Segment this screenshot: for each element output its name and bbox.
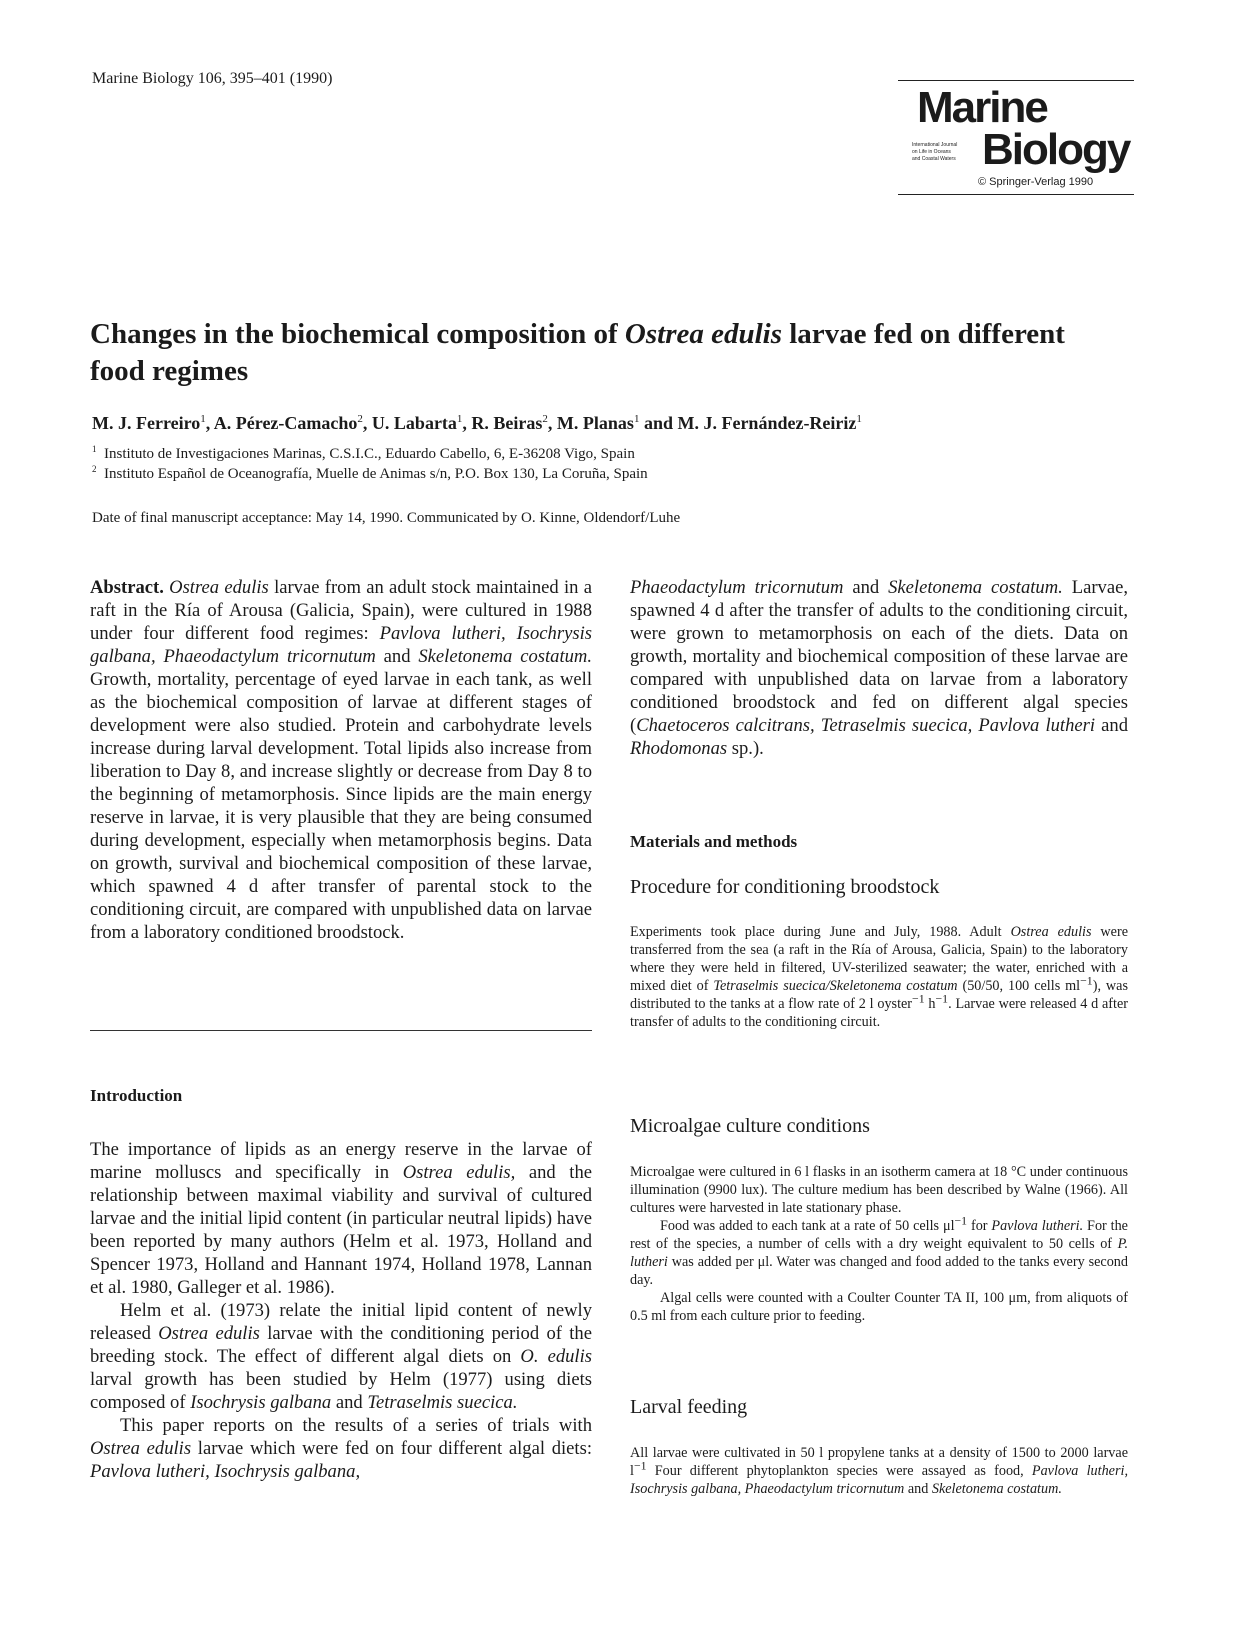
species-name: Pavlova lutheri, Isochrysis galbana, Phaeodactylum tricornutum bbox=[630, 1463, 1128, 1497]
logo-word-marine: Marine bbox=[917, 83, 1047, 132]
species-name: Ostrea edulis, bbox=[402, 1162, 516, 1183]
abstract-text: larvae from an adult stock maintained in a raft in the Ría of Arousa (Galicia, Spain), were cultured in 1988 under four different food regimes: bbox=[90, 577, 592, 644]
body-text: sp.). bbox=[727, 738, 764, 759]
superscript: −1 bbox=[633, 1458, 647, 1473]
microalgae-paragraph bbox=[630, 1163, 1128, 1325]
body-text: For the rest of the species, a number of cells with a dry weight equivalent to 50 cells of bbox=[630, 1218, 1128, 1252]
introduction-continued bbox=[630, 576, 1128, 760]
journal-logo bbox=[898, 80, 1134, 196]
abstract-divider bbox=[90, 1030, 592, 1031]
species-name: Tetraselmis suecica/Skeletonema costatum bbox=[713, 978, 958, 994]
author-list: M. J. Ferreiro$^1$, A. Pérez-Camacho$^2$, U. Labarta$^1$, R. Beiras$^2$, M. Planas$^1$ and M. J. Fernández-Reiriz$^1$ bbox=[92, 413, 862, 433]
author: R. Beiras bbox=[471, 413, 543, 433]
body-text: and the relationship between maximal viability and survival of cultured larvae and the initial lipid content (in particular neutral lipids) have been reported by many authors (Helm et al. 1973, Holland and Spencer 1973, Holland and Hannant 1974, Holland 1978, Lannan et al. 1980, Galleger et al. 1986). bbox=[90, 1162, 593, 1298]
larval-feeding-paragraph bbox=[630, 1444, 1128, 1498]
author: U. Labarta bbox=[371, 413, 457, 433]
species-name: Ostrea edulis bbox=[169, 577, 269, 598]
body-text: Larvae, spawned 4 d after the transfer of adults to the conditioning circuit, were grown to metamorphosis on each of the diets. Data on growth, mortality and biochemical composition of these larvae are compared with unpublished data on larvae from a laboratory conditioned broodstock and fed on different algal species ( bbox=[630, 577, 1128, 736]
body-text: for bbox=[967, 1218, 992, 1234]
abstract-text: and bbox=[375, 646, 419, 667]
title-text: larvae fed on different food regimes bbox=[90, 318, 1065, 387]
author: A. Pérez-Camacho bbox=[213, 413, 358, 433]
affiliation bbox=[92, 446, 635, 463]
author: M. J. Fernández-Reiriz bbox=[677, 413, 857, 433]
logo-subtitle-line: International Journal bbox=[912, 142, 958, 148]
journal-reference: Marine Biology 106, 395–401 (1990) bbox=[92, 70, 333, 87]
body-text: Food was added to each tank at a rate of 50 cells μl bbox=[660, 1218, 955, 1234]
species-name: P. lutheri bbox=[630, 1236, 1128, 1270]
body-text: Four different phytoplankton species were assayed as food, bbox=[646, 1463, 1032, 1479]
abstract-label: Abstract. bbox=[90, 577, 164, 598]
species-name: Pavlova lutheri, Isochrysis galbana, bbox=[90, 1461, 361, 1482]
body-text: ), was distributed to the tanks at a flow rate of 2 l oyster bbox=[630, 978, 1128, 1012]
species-name: Skeletonema costatum. bbox=[888, 577, 1063, 598]
species-name: Rhodomonas bbox=[630, 738, 728, 759]
species-name: Skeletonema costatum. bbox=[418, 646, 592, 667]
species-name: Ostrea edulis bbox=[1010, 924, 1092, 940]
body-text: larvae with the conditioning period of the breeding stock. The effect of different algal diets on bbox=[90, 1323, 592, 1367]
conditioning-paragraph bbox=[630, 923, 1128, 1031]
body-text: (50/50, 100 cells ml bbox=[957, 978, 1081, 994]
abstract-text: Growth, mortality, percentage of eyed larvae in each tank, as well as the biochemical composition of larvae at different stages of development were also studied. Protein and carbohydrate levels increase during larval development. Total lipids also increase from liberation to Day 8, and increase slightly or decrease from Day 8 to the beginning of metamorphosis. Since lipids are the main energy reserve in larvae, it is very plausible that they are being consumed during development, especially when metamorphosis begins. Data on growth, survival and biochemical composition of these larvae, which spawned 4 d after transfer of parental stock to the conditioning circuit, are compared with unpublished data on larvae from a laboratory conditioned broodstock. bbox=[90, 669, 592, 943]
body-text: larvae which were fed on four different algal diets: bbox=[191, 1438, 592, 1459]
body-text: were transferred from the sea (a raft in the Ría of Arousa, Galicia, Spain) to the laboratory where they were held in filtered, UV-sterilized seawater; the water, enriched with a mixed diet of bbox=[630, 924, 1128, 994]
species-name: Pavlova lutheri, Isochrysis galbana, Phaeodactylum tricornutum bbox=[90, 623, 592, 667]
body-text: and bbox=[1095, 715, 1129, 736]
logo-copyright: © Springer-Verlag 1990 bbox=[978, 176, 1094, 188]
species-name: Skeletonema costatum. bbox=[931, 1481, 1062, 1497]
body-text: Algal cells were counted with a Coulter Counter TA II, 100 μm, from aliquots of 0.5 ml from each culture prior to feeding. bbox=[630, 1290, 1128, 1324]
title-species: Ostrea edulis bbox=[624, 318, 782, 350]
subsection-heading: Microalgae culture conditions bbox=[630, 1115, 870, 1137]
superscript: −1 bbox=[935, 991, 949, 1006]
logo-subtitle-line: on Life in Oceans bbox=[912, 149, 951, 155]
species-name: Ostrea edulis bbox=[158, 1323, 260, 1344]
body-text: Microalgae were cultured in 6 l flasks in an isotherm camera at 18 °C under continuous illumination (9900 lux). The culture medium has been described by Walne (1966). All cultures were harvested in late stationary phase. bbox=[630, 1164, 1128, 1216]
logo-word-biology: Biology bbox=[982, 125, 1130, 174]
author-affiliation-mark: 1 bbox=[456, 413, 463, 425]
body-text: larval growth has been studied by Helm (1977) using diets composed of bbox=[90, 1369, 592, 1413]
body-text: Experiments took place during June and July, 1988. Adult bbox=[630, 924, 1011, 940]
body-text: and bbox=[331, 1392, 368, 1413]
logo-bottom-rule bbox=[898, 194, 1134, 195]
article-title bbox=[90, 316, 1090, 390]
author-affiliation-mark: 2 bbox=[542, 413, 548, 425]
author-affiliation-mark: 1 bbox=[633, 413, 640, 425]
body-text: All larvae were cultivated in 50 l propylene tanks at a density of 1500 to 2000 larvae l bbox=[630, 1445, 1128, 1479]
abstract bbox=[90, 576, 592, 944]
acceptance-dateline: Date of final manuscript acceptance: May 14, 1990. Communicated by O. Kinne, Oldendorf/Luhe bbox=[92, 510, 681, 526]
introduction-heading: Introduction bbox=[90, 1086, 183, 1105]
species-name: Phaeodactylum tricornutum bbox=[630, 577, 844, 598]
species-name: Chaetoceros calcitrans, Tetraselmis suecica, Pavlova lutheri bbox=[636, 715, 1096, 736]
body-text: The importance of lipids as an energy reserve in the larvae of marine molluscs and specifically in bbox=[90, 1139, 592, 1183]
author: M. J. Ferreiro bbox=[92, 413, 201, 433]
author-affiliation-mark: 1 bbox=[856, 413, 862, 425]
superscript: −1 bbox=[954, 1213, 968, 1228]
body-text: was added per μl. Water was changed and food added to the tanks every second day. bbox=[630, 1254, 1128, 1288]
body-text: h bbox=[924, 996, 936, 1012]
logo-subtitle bbox=[912, 142, 978, 163]
superscript: −1 bbox=[912, 991, 925, 1006]
methods-heading: Materials and methods bbox=[630, 832, 798, 851]
author-conjunction: and bbox=[643, 413, 673, 433]
body-text: and bbox=[904, 1481, 932, 1497]
affiliation-text: Instituto Español de Oceanografía, Muelle de Animas s/n, P.O. Box 130, La Coruña, Spain bbox=[104, 466, 648, 482]
species-name: Ostrea edulis bbox=[90, 1438, 192, 1459]
author-affiliation-mark: 1 bbox=[200, 413, 206, 425]
logo-subtitle-line: and Coastal Waters bbox=[912, 156, 956, 162]
species-name: Tetraselmis suecica. bbox=[367, 1392, 518, 1413]
subsection-heading: Larval feeding bbox=[630, 1396, 748, 1418]
logo-top-rule bbox=[898, 80, 1134, 81]
body-text: and bbox=[843, 577, 889, 598]
introduction-body bbox=[90, 1138, 592, 1483]
affiliation-number: 2 bbox=[92, 464, 97, 474]
body-text: Helm et al. (1973) relate the initial lipid content of newly released bbox=[90, 1300, 592, 1344]
superscript: −1 bbox=[1080, 973, 1093, 988]
species-name: Isochrysis galbana bbox=[190, 1392, 332, 1413]
species-name: O. edulis bbox=[520, 1346, 592, 1367]
body-text: . Larvae were released 4 d after transfer of adults to the conditioning circuit. bbox=[630, 996, 1128, 1030]
affiliation-text: Instituto de Investigaciones Marinas, C.S.I.C., Eduardo Cabello, 6, E-36208 Vigo, Spain bbox=[104, 446, 635, 462]
author: M. Planas bbox=[556, 413, 634, 433]
body-text: This paper reports on the results of a series of trials with bbox=[120, 1415, 592, 1436]
title-text: Changes in the biochemical composition of bbox=[90, 318, 625, 350]
author-affiliation-mark: 2 bbox=[357, 413, 363, 425]
affiliation bbox=[92, 466, 648, 483]
affiliation-number: 1 bbox=[92, 444, 97, 454]
subsection-heading: Procedure for conditioning broodstock bbox=[630, 876, 940, 898]
species-name: Pavlova lutheri. bbox=[991, 1218, 1084, 1234]
